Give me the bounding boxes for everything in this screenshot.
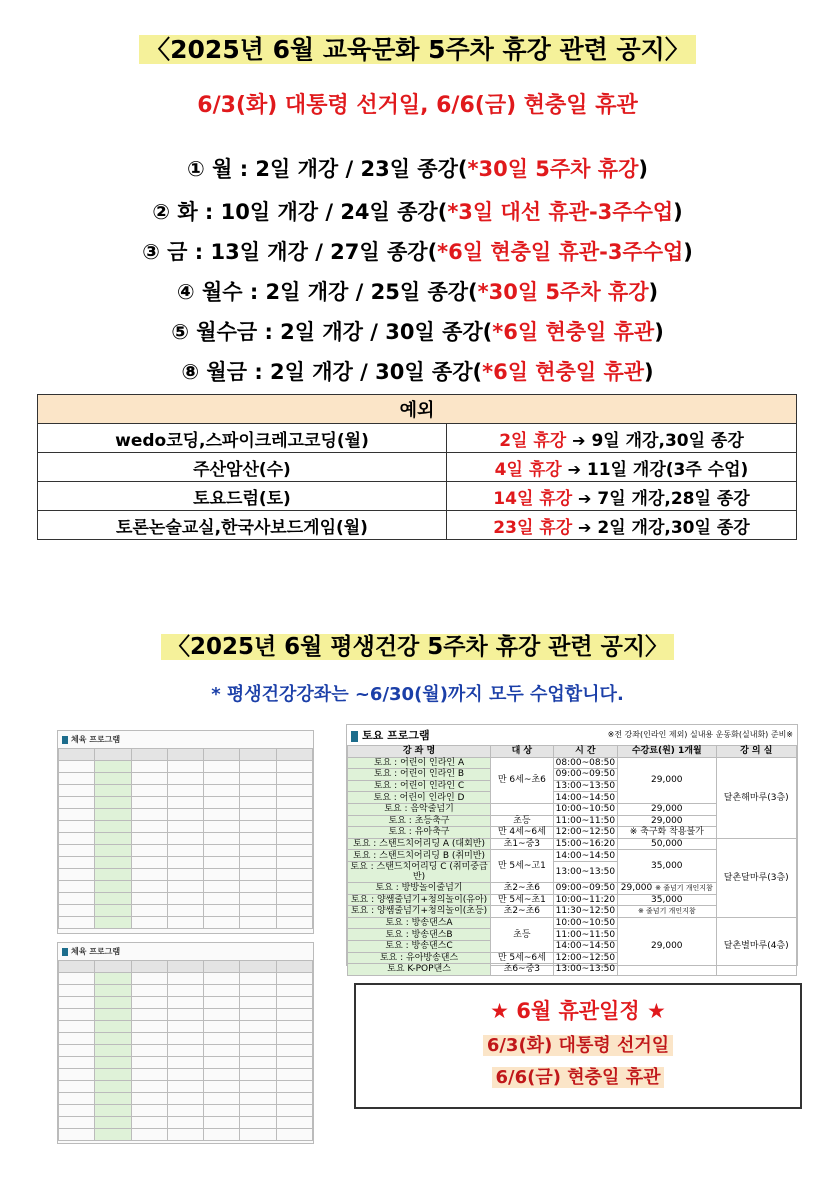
sports-program-table-2 <box>58 960 313 1141</box>
table-cell <box>240 1009 276 1021</box>
saturday-program-table: 강 좌 명 대 상 시 간 수강료(원) 1개월 강 의 실 토요 : 어린이 인라인 A 만 6세~초6 08:00~08:50 29,000 달촌해마루(3층) 토요 : 어린이 인라인 B 09:00~09:50 토요 : 어린이 인라인 C 13:00~13:50 토요 : 어린이 인라인 D 14:00~14:50 토요 : 음악줄넘기 10:00~10:50 29,000 토요 : 초등축구 초등 11:00~11:50 29,000 토요 : 유아축구 만 4세~6세 12:00~12:50 ※ 축구화 착용불가 토요 : 스탠드치어리딩 A (대회반) 초1~중3 15:00~16:20 50,000 달촌달마루(3층) 토요 : 스탠드치어리딩 B (취미반) 만 5세~고1 14:00~14:50 35,000 토요 : 스탠드치어리딩 C (취미중급반) 13:00~13:50 토요 : 방방놀이줄넘기 초2~초6 09:00~09:50 29,000 ※ 줄넘기 개인지참 토요 : 양쌤줄넘기+청의놀이(유아) 만 5세~초1 10:00~11:20 35,000 토요 : 양쌤줄넘기+청의놀이(초등) 초2~초6 11:30~12:50 ※ 줄넘기 개인지참 토요 : 방송댄스A 초등 10:00~10:50 29,000 달촌별마루(4층) 토요 : 방송댄스B 11:00~11:50 토요 : 방송댄스C 14:00~14:50 토요 : 유아방송댄스 만 5세~6세 12:00~12:50 토요 K-POP댄스 초6~중3 13:00~13:50 <box>347 745 797 976</box>
table-cell <box>276 797 312 809</box>
table-cell <box>167 1093 203 1105</box>
schedule-line: ① 월 : 2일 개강 / 23일 종강(*30일 5주차 휴강) <box>187 157 648 181</box>
table-cell <box>167 749 203 761</box>
table-cell <box>204 833 240 845</box>
table-row: 토요 : 스탠드치어리딩 B (취미반) 만 5세~고1 14:00~14:50 35,000 <box>348 850 797 862</box>
table-cell <box>276 1057 312 1069</box>
table-row <box>59 773 313 785</box>
table-cell <box>95 1081 131 1093</box>
table-cell <box>204 973 240 985</box>
table-cell <box>204 905 240 917</box>
table-row: 토요 K-POP댄스 초6~중3 13:00~13:50 <box>348 964 797 976</box>
table-cell <box>95 821 131 833</box>
table-cell <box>204 881 240 893</box>
table-row <box>59 1105 313 1117</box>
table-cell <box>167 997 203 1009</box>
table-cell <box>240 1033 276 1045</box>
table-row <box>59 985 313 997</box>
table-cell <box>131 809 167 821</box>
table-cell <box>240 1093 276 1105</box>
table-cell <box>204 1057 240 1069</box>
table-cell <box>204 773 240 785</box>
table-cell <box>59 1033 95 1045</box>
table-row: 토요 : 어린이 인라인 B 09:00~09:50 <box>348 769 797 781</box>
section-marker-icon <box>351 731 358 742</box>
table-cell <box>276 1129 312 1141</box>
table-row: 토요 : 초등축구 초등 11:00~11:50 29,000 <box>348 815 797 827</box>
table-cell <box>276 857 312 869</box>
table-cell <box>204 1009 240 1021</box>
exceptions-table <box>37 394 797 540</box>
table-cell <box>59 809 95 821</box>
table-cell <box>95 773 131 785</box>
table-row: 토요 : 양쌤줄넘기+청의놀이(유아) 만 5세~초1 10:00~11:20 35,000 <box>348 894 797 906</box>
table-cell <box>95 1093 131 1105</box>
table-cell <box>167 1105 203 1117</box>
table-cell <box>59 985 95 997</box>
sports-program-panel-2: 체육 프로그램 <box>57 942 314 1144</box>
table-cell <box>131 761 167 773</box>
table-cell <box>240 1081 276 1093</box>
table-cell <box>204 821 240 833</box>
table-cell <box>276 997 312 1009</box>
table-cell <box>95 797 131 809</box>
arrow-right-icon: ➔ <box>572 430 586 450</box>
holiday-title: ★ 6월 휴관일정 ★ <box>490 999 666 1023</box>
table-cell <box>204 917 240 929</box>
table-cell <box>131 1069 167 1081</box>
table-cell <box>240 869 276 881</box>
table-cell <box>276 773 312 785</box>
table-cell <box>204 797 240 809</box>
table-row <box>59 1057 313 1069</box>
table-cell <box>95 1009 131 1021</box>
table-cell <box>167 905 203 917</box>
table-row <box>59 917 313 929</box>
holiday-schedule-box <box>354 983 802 1109</box>
table-cell <box>95 869 131 881</box>
exceptions-header: 예외 <box>38 395 797 424</box>
table-cell <box>131 869 167 881</box>
table-row: 주산암산(수) 4일 휴강 ➔ 11일 개강(3주 수업) <box>38 453 797 482</box>
table-cell <box>204 845 240 857</box>
table-row <box>59 997 313 1009</box>
table-cell <box>276 761 312 773</box>
table-cell <box>95 1057 131 1069</box>
table-cell <box>240 1021 276 1033</box>
table-cell <box>95 749 131 761</box>
table-cell <box>59 785 95 797</box>
table-cell <box>276 961 312 973</box>
table-row: 토요 : 방송댄스A 초등 10:00~10:50 29,000 달촌별마루(4층) <box>348 917 797 929</box>
table-cell <box>276 917 312 929</box>
table-cell <box>240 773 276 785</box>
table-cell <box>276 1045 312 1057</box>
table-cell <box>95 985 131 997</box>
table-row <box>59 893 313 905</box>
holiday-line: 6/6(금) 현충일 휴관 <box>356 1063 800 1089</box>
table-cell <box>131 785 167 797</box>
table-cell <box>276 1069 312 1081</box>
table-cell <box>167 761 203 773</box>
table-cell <box>204 1021 240 1033</box>
table-cell <box>131 1117 167 1129</box>
table-row <box>59 809 313 821</box>
table-cell <box>204 1033 240 1045</box>
table-row: 토론논술교실,한국사보드게임(월) 23일 휴강 ➔ 2일 개강,30일 종강 <box>38 511 797 540</box>
table-cell <box>240 997 276 1009</box>
table-cell <box>240 881 276 893</box>
table-cell <box>276 821 312 833</box>
table-cell <box>240 761 276 773</box>
table-cell <box>59 1069 95 1081</box>
table-cell <box>204 749 240 761</box>
section-marker-icon <box>62 948 68 956</box>
table-cell <box>131 821 167 833</box>
table-row: 토요 : 어린이 인라인 A 만 6세~초6 08:00~08:50 29,000 달촌해마루(3층) <box>348 757 797 769</box>
table-row: 토요 : 양쌤줄넘기+청의놀이(초등) 초2~초6 11:30~12:50 ※ 줄넘기 개인지참 <box>348 906 797 918</box>
table-cell <box>276 1105 312 1117</box>
table-cell <box>95 1117 131 1129</box>
table-cell <box>276 1117 312 1129</box>
table-cell <box>276 809 312 821</box>
table-row <box>59 881 313 893</box>
table-cell <box>204 997 240 1009</box>
table-cell <box>167 1117 203 1129</box>
table-cell <box>240 917 276 929</box>
table-cell <box>276 785 312 797</box>
table-cell <box>59 881 95 893</box>
table-cell <box>95 997 131 1009</box>
table-cell <box>240 785 276 797</box>
table-cell <box>240 821 276 833</box>
schedule-line: ④ 월수 : 2일 개강 / 25일 종강(*30일 5주차 휴강) <box>176 280 659 304</box>
table-cell <box>131 1033 167 1045</box>
table-cell <box>167 1009 203 1021</box>
table-cell <box>167 845 203 857</box>
table-cell <box>167 857 203 869</box>
table-cell <box>167 985 203 997</box>
table-row <box>59 1021 313 1033</box>
table-cell <box>131 917 167 929</box>
table-cell <box>276 893 312 905</box>
table-cell <box>204 869 240 881</box>
table-cell <box>95 905 131 917</box>
table-cell <box>59 869 95 881</box>
table-cell <box>204 857 240 869</box>
table-cell <box>95 761 131 773</box>
table-cell <box>167 1057 203 1069</box>
table-row: 토요 : 방방놀이줄넘기 초2~초6 09:00~09:50 29,000 ※ 줄넘기 개인지참 <box>348 882 797 894</box>
table-cell <box>167 773 203 785</box>
table-cell <box>240 1117 276 1129</box>
table-cell <box>95 973 131 985</box>
table-cell <box>167 797 203 809</box>
saturday-program-panel: 토요 프로그램 ※전 강좌(인라인 제외) 실내용 운동화(실내화) 준비※ 강 좌 명 대 상 시 간 수강료(원) 1개월 강 의 실 토요 : 어린이 인라인 A 만 6세~초6 08:00~08:50 29,000 달촌해마루(3층) 토요 : 어린이 인라인 B 09:00~09:50 토요 : 어린이 인라인 C 13:00~13:50 토요 : 어린이 인라인 D 14:00~14:50 토요 : 음악줄넘기 10:00~10:50 29,000 토요 : 초등축구 초등 11:00~11:50 29,000 토요 : 유아축구 만 4세~6세 12:00~12:50 ※ 축구화 착용불가 토요 : 스탠드치어리딩 A (대회반) 초1~중3 15:00~16:20 50,000 달촌달마루(3층) 토요 : 스탠드치어리딩 B (취미반) 만 5세~고1 14:00~14:50 35,000 토요 : 스탠드치어리딩 C (취미중급반) 13:00~13:50 토요 : 방방놀이줄넘기 초2~초6 09:00~09:50 29,000 ※ 줄넘기 개인지참 토요 : 양쌤줄넘기+청의놀이(유아) 만 5세~초1 10:00~11:20 35,000 토요 : 양쌤줄넘기+청의놀이(초등) 초2~초6 11:30~12:50 ※ 줄넘기 개인지참 토요 : 방송댄스A 초등 10:00~10:50 29,000 달촌별마루(4층) 토요 : 방송댄스B 11:00~11:50 토요 : 방송댄스C 14:00~14:50 토요 : 유아방송댄스 만 5세~6세 12:00~12:50 토요 K-POP댄스 초6~중3 13:00~13:50 <box>346 724 798 966</box>
arrow-right-icon: ➔ <box>578 488 592 508</box>
table-cell <box>59 845 95 857</box>
table-cell <box>167 869 203 881</box>
table-row: wedo코딩,스파이크레고코딩(월) 2일 휴강 ➔ 9일 개강,30일 종강 <box>38 424 797 453</box>
table-cell <box>167 893 203 905</box>
arrow-right-icon: ➔ <box>567 459 581 479</box>
table-row <box>59 785 313 797</box>
table-cell <box>131 1129 167 1141</box>
table-cell <box>131 845 167 857</box>
table-cell <box>240 809 276 821</box>
table-cell <box>240 905 276 917</box>
table-cell <box>204 1093 240 1105</box>
table-cell <box>95 1105 131 1117</box>
table-cell <box>95 809 131 821</box>
table-cell <box>276 1093 312 1105</box>
table-cell <box>204 1045 240 1057</box>
table-cell <box>204 893 240 905</box>
table-cell <box>276 1081 312 1093</box>
table-cell <box>95 881 131 893</box>
table-cell <box>276 985 312 997</box>
table-cell <box>204 1117 240 1129</box>
table-cell <box>167 1129 203 1141</box>
table-row: 토요 : 스탠드치어리딩 A (대회반) 초1~중3 15:00~16:20 50,000 달촌달마루(3층) <box>348 838 797 850</box>
table-cell <box>167 973 203 985</box>
table-cell <box>167 1069 203 1081</box>
table-row: 토요 : 유아축구 만 4세~6세 12:00~12:50 ※ 축구화 착용불가 <box>348 827 797 839</box>
notice1-title: 〈2025년 6월 교육문화 5주차 휴강 관련 공지〉 <box>0 30 835 66</box>
table-cell <box>59 773 95 785</box>
table-cell <box>59 961 95 973</box>
table-cell <box>276 881 312 893</box>
table-cell <box>276 833 312 845</box>
table-cell <box>59 1057 95 1069</box>
table-row <box>59 845 313 857</box>
table-cell <box>95 917 131 929</box>
table-row <box>59 1033 313 1045</box>
table-cell <box>167 881 203 893</box>
table-cell <box>131 881 167 893</box>
table-row <box>59 797 313 809</box>
holiday-line: 6/3(화) 대통령 선거일 <box>356 1031 800 1057</box>
table-cell <box>131 1009 167 1021</box>
table-cell <box>240 1129 276 1141</box>
table-row <box>59 1093 313 1105</box>
table-cell <box>59 1009 95 1021</box>
table-cell <box>95 1021 131 1033</box>
table-row <box>59 821 313 833</box>
table-cell <box>59 997 95 1009</box>
notice2-subtitle: * 평생건강강좌는 ~6/30(월)까지 모두 수업합니다. <box>211 684 624 705</box>
schedule-line: ② 화 : 10일 개강 / 24일 종강(*3일 대선 휴관-3주수업) <box>152 200 683 224</box>
table-row: 토요 : 방송댄스B 11:00~11:50 <box>348 929 797 941</box>
table-row <box>59 1069 313 1081</box>
table-cell <box>240 1105 276 1117</box>
table-cell <box>131 857 167 869</box>
schedule-line: ③ 금 : 13일 개강 / 27일 종강(*6일 현충일 휴관-3주수업) <box>142 240 693 264</box>
table-cell <box>59 905 95 917</box>
table-cell <box>131 773 167 785</box>
notice1-subtitle: 6/3(화) 대통령 선거일, 6/6(금) 현충일 휴관 <box>197 93 638 118</box>
table-cell <box>131 749 167 761</box>
table-cell <box>95 893 131 905</box>
table-cell <box>59 761 95 773</box>
table-cell <box>276 905 312 917</box>
table-cell <box>276 845 312 857</box>
sports-program-panel-1: 체육 프로그램 <box>57 730 314 934</box>
table-cell <box>59 857 95 869</box>
table-cell <box>95 1033 131 1045</box>
schedule-line: ⑧ 월금 : 2일 개강 / 30일 종강(*6일 현충일 휴관) <box>181 360 654 384</box>
table-row: 토요 : 스탠드치어리딩 C (취미중급반) 13:00~13:50 <box>348 861 797 882</box>
table-cell <box>204 809 240 821</box>
table-cell <box>276 1033 312 1045</box>
table-cell <box>167 809 203 821</box>
table-cell <box>204 1069 240 1081</box>
table-cell <box>167 833 203 845</box>
table-cell <box>204 761 240 773</box>
table-cell <box>59 749 95 761</box>
table-cell <box>204 1129 240 1141</box>
table-cell <box>131 1093 167 1105</box>
table-cell <box>59 1081 95 1093</box>
table-row <box>59 905 313 917</box>
table-row: 토요 : 유아방송댄스 만 5세~6세 12:00~12:50 <box>348 952 797 964</box>
table-cell <box>240 893 276 905</box>
table-cell <box>59 917 95 929</box>
table-cell <box>240 1045 276 1057</box>
table-cell <box>204 785 240 797</box>
table-row <box>59 857 313 869</box>
table-cell <box>131 833 167 845</box>
table-cell <box>131 1057 167 1069</box>
table-cell <box>276 1009 312 1021</box>
table-cell <box>167 1081 203 1093</box>
table-cell <box>131 893 167 905</box>
table-cell <box>240 749 276 761</box>
table-cell <box>240 845 276 857</box>
table-row <box>59 1009 313 1021</box>
table-cell <box>240 797 276 809</box>
table-cell <box>240 857 276 869</box>
table-row <box>59 833 313 845</box>
table-row <box>59 869 313 881</box>
table-cell <box>131 997 167 1009</box>
table-cell <box>204 985 240 997</box>
table-row <box>59 761 313 773</box>
notice2-title: 〈2025년 6월 평생건강 5주차 휴강 관련 공지〉 <box>0 628 835 661</box>
table-cell <box>276 869 312 881</box>
table-cell <box>59 1105 95 1117</box>
table-cell <box>276 749 312 761</box>
table-cell <box>59 833 95 845</box>
table-cell <box>95 833 131 845</box>
table-cell <box>59 1117 95 1129</box>
table-cell <box>95 1129 131 1141</box>
sports-program-table-1 <box>58 748 313 929</box>
table-row: 토요드럼(토) 14일 휴강 ➔ 7일 개강,28일 종강 <box>38 482 797 511</box>
table-cell <box>167 1033 203 1045</box>
table-cell <box>59 1129 95 1141</box>
table-cell <box>276 1021 312 1033</box>
table-cell <box>131 797 167 809</box>
table-cell <box>59 797 95 809</box>
table-cell <box>240 961 276 973</box>
table-cell <box>204 961 240 973</box>
arrow-right-icon: ➔ <box>578 517 592 537</box>
table-row: 토요 : 어린이 인라인 C 13:00~13:50 <box>348 780 797 792</box>
table-row <box>59 1117 313 1129</box>
table-cell <box>131 973 167 985</box>
table-row <box>59 961 313 973</box>
table-row <box>59 1129 313 1141</box>
table-row: 토요 : 어린이 인라인 D 14:00~14:50 <box>348 792 797 804</box>
table-cell <box>240 1057 276 1069</box>
table-cell <box>131 1045 167 1057</box>
section-marker-icon <box>62 736 68 744</box>
table-cell <box>131 1105 167 1117</box>
table-cell <box>59 893 95 905</box>
table-cell <box>59 1021 95 1033</box>
table-cell <box>131 985 167 997</box>
table-cell <box>95 857 131 869</box>
table-cell <box>167 785 203 797</box>
table-cell <box>240 985 276 997</box>
table-cell <box>167 961 203 973</box>
table-cell <box>59 1093 95 1105</box>
table-cell <box>59 821 95 833</box>
table-cell <box>95 1069 131 1081</box>
table-cell <box>131 905 167 917</box>
table-cell <box>95 1045 131 1057</box>
table-cell <box>95 785 131 797</box>
table-row <box>59 1045 313 1057</box>
table-cell <box>131 1021 167 1033</box>
table-cell <box>95 961 131 973</box>
table-cell <box>167 1021 203 1033</box>
table-row <box>59 749 313 761</box>
table-cell <box>59 973 95 985</box>
table-row: 토요 : 방송댄스C 14:00~14:50 <box>348 940 797 952</box>
table-cell <box>131 1081 167 1093</box>
table-cell <box>59 1045 95 1057</box>
table-cell <box>240 973 276 985</box>
table-cell <box>131 961 167 973</box>
table-row <box>59 973 313 985</box>
table-cell <box>167 1045 203 1057</box>
table-cell <box>204 1081 240 1093</box>
schedule-line: ⑤ 월수금 : 2일 개강 / 30일 종강(*6일 현충일 휴관) <box>171 320 664 344</box>
table-row: 토요 : 음악줄넘기 10:00~10:50 29,000 <box>348 803 797 815</box>
table-cell <box>167 917 203 929</box>
table-row <box>59 1081 313 1093</box>
table-cell <box>95 845 131 857</box>
table-cell <box>167 821 203 833</box>
table-cell <box>240 833 276 845</box>
table-cell <box>276 973 312 985</box>
table-cell <box>204 1105 240 1117</box>
table-cell <box>240 1069 276 1081</box>
